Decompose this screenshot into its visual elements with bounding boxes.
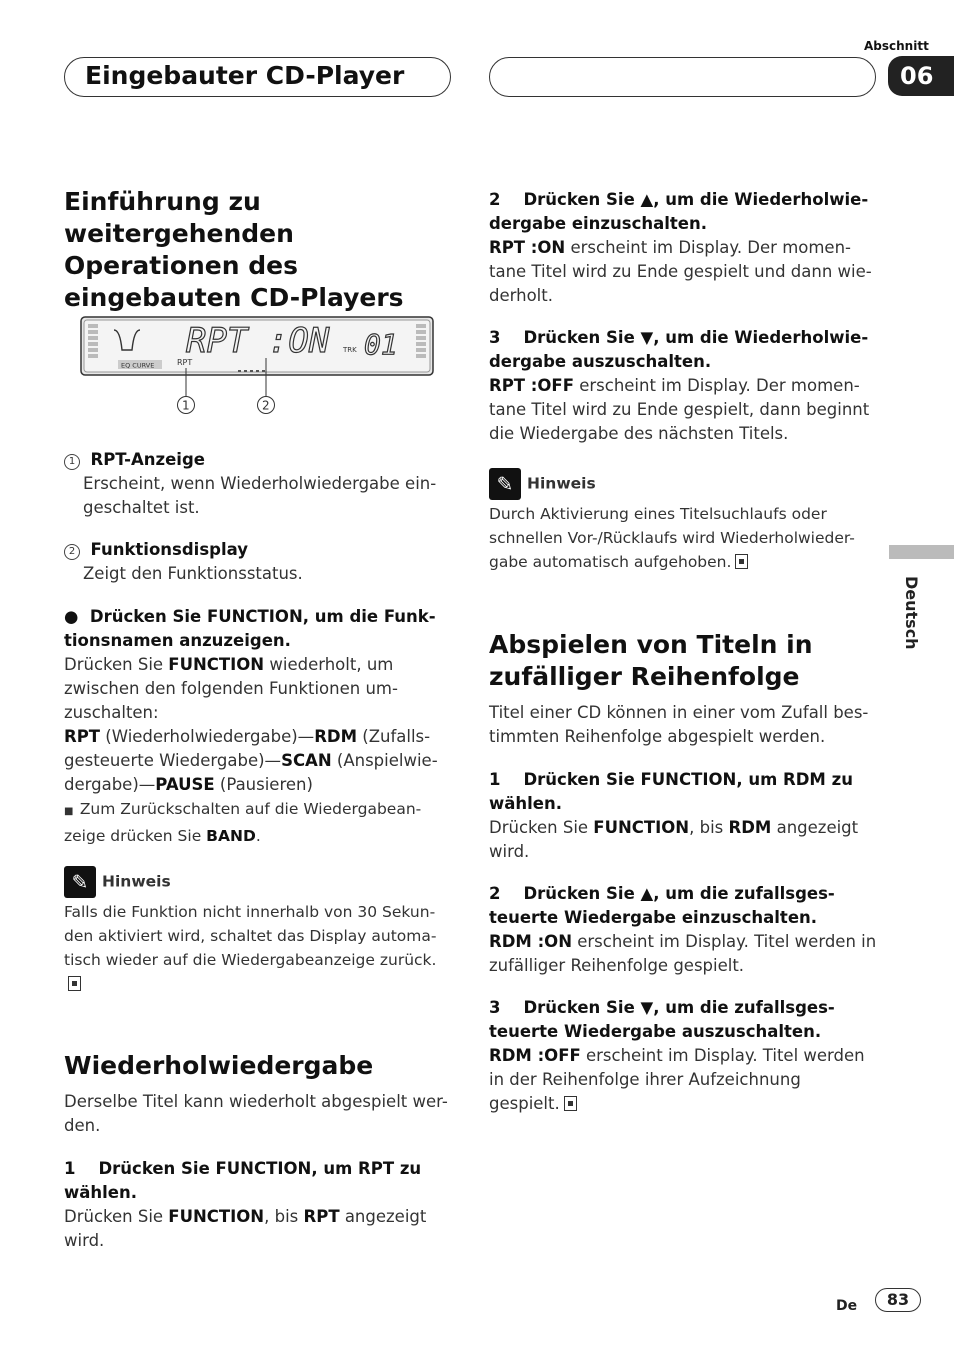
random-step-2-title	[489, 882, 877, 930]
note-1-text-wrap	[64, 900, 444, 996]
step-2-title	[489, 188, 873, 236]
step-3-body	[489, 374, 873, 446]
step-2-title-text: Drücken Sie ▲, um die Wiederholwie-dergabe einzuschalten.	[489, 190, 869, 233]
note-2-text-wrap	[489, 502, 873, 574]
callout-1: 1	[182, 398, 190, 413]
random-step-1-title-text: Drücken Sie FUNCTION, um RDM zu wählen.	[489, 770, 853, 813]
item-2-title: Funktionsdisplay	[90, 540, 248, 559]
random-step-2	[489, 882, 877, 978]
step-2	[489, 188, 873, 308]
track-number: 01	[364, 328, 398, 361]
random-step-1-number: 1	[489, 770, 501, 789]
r2-b: erscheint im Display. Titel werden in zufälliger Reihenfolge gespielt.	[489, 932, 877, 975]
random-step-2-body	[489, 930, 877, 978]
r1-d: RDM	[728, 818, 772, 837]
random-step-2-title-text: Drücken Sie ▲, um die zufallsges-teuerte Wiedergabe einzuschalten.	[489, 884, 835, 927]
function-bullet	[64, 605, 444, 848]
side-language: Deutsch	[902, 576, 921, 650]
function-list	[64, 725, 444, 797]
rpt-indicator: RPT	[177, 358, 193, 367]
sub-note	[64, 797, 444, 848]
r1-a: Drücken Sie	[489, 818, 594, 837]
step-1-a: Drücken Sie	[64, 1207, 169, 1226]
header-title-box	[64, 57, 451, 97]
bullet-title	[64, 605, 444, 653]
end-mark-icon	[735, 554, 748, 569]
sub-note-b: BAND	[206, 827, 256, 845]
step-3	[489, 326, 873, 446]
step-1	[64, 1157, 444, 1253]
end-mark-icon	[564, 1096, 577, 1111]
sub-note-c: .	[255, 827, 261, 845]
random-step-1-title	[489, 768, 873, 816]
bullet-body-a: Drücken Sie	[64, 655, 169, 674]
step-1-d: RPT	[303, 1207, 340, 1226]
step-3-title	[489, 326, 873, 374]
trk-label: TRK	[343, 346, 357, 354]
function-scan-desc: (Anspielwie-dergabe)—	[64, 751, 438, 794]
sub-note-a: Zum Zurückschalten auf die Wiedergabean-zeige drücken Sie	[64, 800, 422, 845]
item-1-title: RPT-Anzeige	[90, 450, 205, 469]
item-2-number: 2	[64, 544, 80, 560]
random-step-3-body	[489, 1044, 873, 1116]
random-step-3	[489, 996, 873, 1116]
display-illustration	[80, 316, 434, 413]
r2-a: RDM :ON	[489, 932, 572, 951]
page-number: 83	[875, 1288, 921, 1312]
step-3-number: 3	[489, 328, 501, 347]
step-2-b: erscheint im Display. Der momen-tane Titel wird zu Ende gespielt und dann wie-derholt.	[489, 238, 872, 305]
step-2-a: RPT :ON	[489, 238, 566, 257]
section-number: 06	[888, 56, 954, 96]
random-step-3-title-text: Drücken Sie ▼, um die zufallsges-teuerte Wiedergabe auszuschalten.	[489, 998, 835, 1041]
bullet-body-b: FUNCTION	[168, 655, 265, 674]
function-rpt-desc: (Wiederholwiedergabe)—	[100, 727, 315, 746]
r1-c: , bis	[689, 818, 729, 837]
random-step-1	[489, 768, 873, 864]
sub-note-square: ■	[64, 806, 80, 817]
note-1-label: Hinweis	[102, 872, 171, 891]
note-pencil-icon: ✎	[489, 468, 521, 500]
item-2-text: Zeigt den Funktionsstatus.	[83, 564, 303, 583]
random-step-3-number: 3	[489, 998, 501, 1017]
step-3-b: erscheint im Display. Der momen-tane Titel wird zu Ende gespielt, dann beginnt die Wiedergabe des nächsten Titels.	[489, 376, 870, 443]
random-intro: Titel einer CD können in einer vom Zufall bes-timmten Reihenfolge abgespielt werden.	[489, 703, 869, 746]
function-rpt: RPT	[64, 727, 101, 746]
step-3-a: RPT :OFF	[489, 376, 574, 395]
step-1-body	[64, 1205, 444, 1253]
header-empty-box	[489, 57, 876, 97]
r1-e: angezeigt wird.	[489, 818, 859, 861]
random-heading: Abspielen von Titeln in zufälliger Reihenfolge	[489, 630, 813, 691]
note-2	[489, 468, 873, 574]
random-step-1-body	[489, 816, 873, 864]
step-2-body	[489, 236, 873, 308]
eq-label: EQ CURVE	[121, 361, 155, 370]
item-1-number: 1	[64, 454, 80, 470]
callout-2: 2	[262, 398, 270, 413]
note-2-label: Hinweis	[527, 474, 596, 493]
step-1-e: angezeigt wird.	[64, 1207, 427, 1250]
language-tab	[889, 545, 954, 559]
footer-language: De	[836, 1298, 858, 1314]
function-pause-desc: (Pausieren)	[214, 775, 313, 794]
intro-heading: Einführung zu weitergehenden Operationen des eingebauten CD-Players	[64, 187, 404, 312]
repeat-heading: Wiederholwiedergabe	[64, 1051, 374, 1080]
r3-b: erscheint im Display. Titel werden in der Reihenfolge ihrer Aufzeichnung gespielt.	[489, 1046, 865, 1113]
function-scan: SCAN	[281, 751, 332, 770]
r1-b: FUNCTION	[593, 818, 690, 837]
function-rdm: RDM	[314, 727, 358, 746]
item-2	[64, 538, 444, 586]
step-1-b: FUNCTION	[168, 1207, 265, 1226]
random-step-3-title	[489, 996, 873, 1044]
display-svg	[80, 316, 434, 416]
repeat-intro: Derselbe Titel kann wiederholt abgespielt wer-den.	[64, 1092, 448, 1135]
step-1-title-text: Drücken Sie FUNCTION, um RPT zu wählen.	[64, 1159, 422, 1202]
note-1	[64, 866, 444, 996]
step-1-title	[64, 1157, 444, 1205]
bullet-body	[64, 653, 444, 725]
note-1-text: Falls die Funktion nicht innerhalb von 30 Sekun-den aktiviert wird, schaltet das Display automa-tisch wieder auf die Wiedergabeanzeige zurück.	[64, 903, 437, 969]
function-pause: PAUSE	[155, 775, 215, 794]
step-1-number: 1	[64, 1159, 76, 1178]
step-3-title-text: Drücken Sie ▼, um die Wiederholwie-dergabe auszuschalten.	[489, 328, 869, 371]
bullet-title-text: Drücken Sie FUNCTION, um die Funk-tionsnamen anzuzeigen.	[64, 607, 436, 650]
random-step-2-number: 2	[489, 884, 501, 903]
function-rdm-desc: (Zufalls-gesteuerte Wiedergabe)—	[64, 727, 431, 770]
r3-a: RDM :OFF	[489, 1046, 581, 1065]
step-2-number: 2	[489, 190, 501, 209]
bullet-dot: ●	[64, 607, 90, 626]
note-2-text: Durch Aktivierung eines Titelsuchlaufs oder schnellen Vor-/Rücklaufs wird Wiederholwieder-gabe automatisch aufgehoben.	[489, 505, 855, 571]
section-label: Abschnitt	[864, 39, 929, 53]
note-pencil-icon: ✎	[64, 866, 96, 898]
item-1	[64, 448, 444, 520]
bullet-body-c: wiederholt, um zwischen den folgenden Funktionen um-zuschalten:	[64, 655, 398, 722]
display-main-text: RPT :ON	[186, 321, 330, 361]
end-mark-icon	[68, 976, 81, 991]
item-1-text: Erscheint, wenn Wiederholwiedergabe ein-geschaltet ist.	[83, 474, 437, 517]
header-title: Eingebauter CD-Player	[85, 61, 405, 90]
step-1-c: , bis	[264, 1207, 304, 1226]
